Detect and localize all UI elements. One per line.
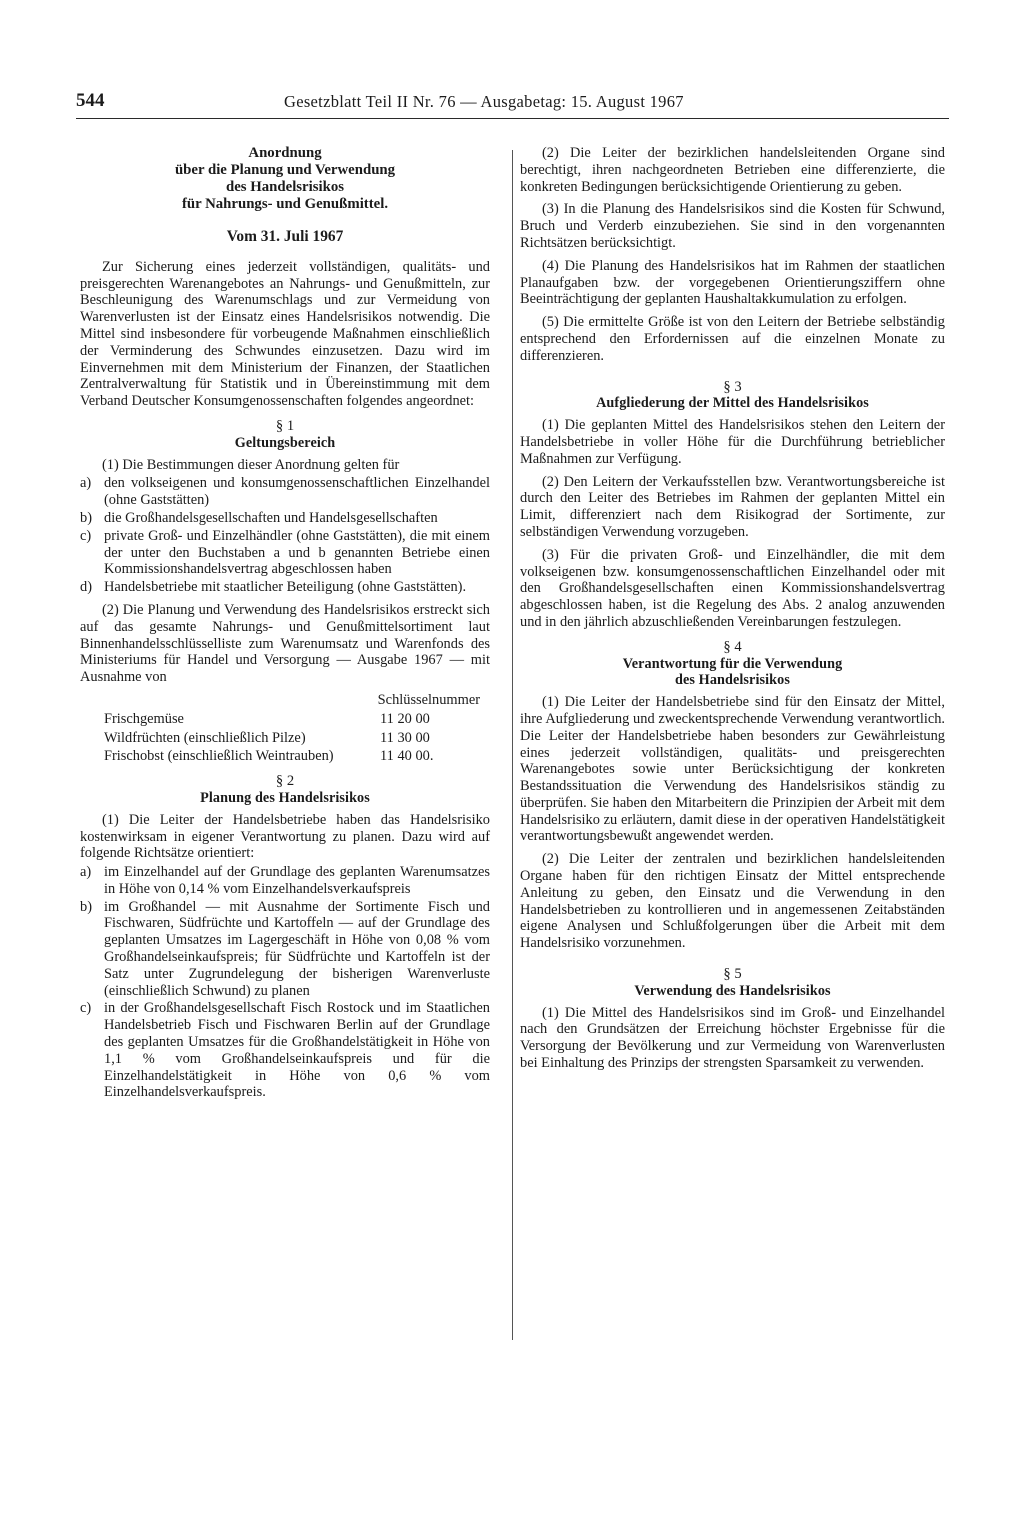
right-column: [520, 145, 945, 1078]
key-number: 11 30 00: [380, 729, 430, 746]
list-item: [80, 510, 490, 527]
paragraph: (1) Die Bestimmungen dieser Anordnung gelten für: [102, 456, 400, 473]
key-row: [80, 711, 490, 728]
left-column: [80, 145, 490, 1102]
section-number: § 3: [723, 378, 742, 395]
list-label: c): [80, 527, 92, 544]
key-name: Frischgemüse: [104, 710, 184, 727]
paragraph: (1) Die Mittel des Handelsrisikos sind im Groß- und Einzelhandel nach den Grundsätzen der Erreichung höchster Ergebnisse für die Versorgung der Bevölkerung und zur Vermeidung von Warenverlusten bei Einhaltung des Prinzips der strengsten Sparsamkeit zu verwenden.: [520, 1004, 945, 1072]
list-text: private Groß- und Einzelhändler (ohne Gaststätten), die mit einem der unter den Buchstaben a und b genannten Betriebe einen Kommissionshandelsvertrag abgeschlossen haben: [104, 527, 490, 578]
paragraph: (3) Für die privaten Groß- und Einzelhändler, die mit dem volkseigenen bzw. konsumgenossenschaftlichen Einzelhandel oder mit den Großhandelsgesellschaften einen Kommissionshandelsvertrag abgeschlossen haben, ist die Regelung des Abs. 2 analog anzuwenden und in den jährlich abzuschließenden Vereinbarungen festzulegen.: [520, 546, 945, 630]
paragraph: (2) Den Leitern der Verkaufsstellen bzw. Verantwortungsbereiche ist durch den Leiter des Betriebes im Rahmen der geplanten Mittel ein Limit, differenziert nach dem Risikograd der Sortimente, zur selbständigen Verwendung vorzugeben.: [520, 473, 945, 540]
section-number: § 5: [723, 966, 742, 983]
title-line: für Nahrungs- und Genußmittel.: [181, 196, 389, 212]
key-number: 11 20 00: [380, 710, 430, 727]
list-item: [80, 528, 490, 578]
list-label: a): [80, 864, 92, 881]
page-number: 544: [76, 90, 105, 111]
list-text: im Großhandel — mit Ausnahme der Sortimente Fisch und Fischwaren, Südfrüchte und Kartoffeln — auf der Grundlage des geplanten Umsatzes im Lagergeschäft in Höhe von 0,08 % vom Großhandelseinkaufspreis; für Südfrüchte und Kartoffeln ist der Satz unter Zugrundelegung der bisherigen Warenverluste (einschließlich Schwund) zu planen: [104, 898, 490, 999]
paragraph: (4) Die Planung des Handelsrisikos hat im Rahmen der staatlichen Planaufgaben bzw. der vorgegebenen Orientierungsziffern ohne Beeinträchtigung der geplanten Haushaltakkumulation zu erfolgen.: [520, 257, 945, 308]
paragraph: (1) Die Leiter der Handelsbetriebe sind für den Einsatz der Mittel, ihre Aufgliederung und zweckentsprechende Verwendung verantwortlich. Die Leiter der Handelsbetriebe haben besonders zur Gewährleistung eines jederzeit vollständigen, qualitäts- und preisgerechten Warenangebotes sowie unter Berücksichtigung der konkreten Bestandssituation die Verwendung des Handelsrisikos ständig zu überprüfen. Sie haben den Mitarbeitern die Prinzipien der Arbeit mit dem Handelsrisiko zu erläutern, damit diese in der operativen Handelstätigkeit verantwortungsbewußt angewendet werden.: [520, 694, 945, 845]
paragraph: (2) Die Planung und Verwendung des Handelsrisikos erstreckt sich auf das gesamte Nahrungs- und Genußmittelsortiment laut Binnenhandelsschlüsselliste zum Warenumsatz und Warenfonds des Ministeriums für Handel und Versorgung — Ausgabe 1967 — mit Ausnahme von: [80, 601, 490, 686]
section-title: Verantwortung für die Verwendung: [622, 655, 843, 672]
section-title: Planung des Handelsrisikos: [200, 789, 370, 806]
list-item: [80, 579, 490, 596]
paragraph: (1) Die Leiter der Handelsbetriebe haben das Handelsrisiko kostenwirksam in eigener Verantwortung zu planen. Dazu wird auf folgende Richtsätze orientiert:: [80, 811, 490, 862]
title-line: über die Planung und Verwendung: [174, 162, 396, 178]
list-label: d): [80, 579, 92, 596]
title-line: des Handelsrisikos: [226, 179, 344, 195]
ordinance-date: Vom 31. Juli 1967: [226, 228, 344, 245]
title-line: Anordnung: [248, 145, 322, 161]
list-text: Handelsbetriebe mit staatlicher Beteiligung (ohne Gaststätten).: [104, 579, 467, 596]
section-title: Aufgliederung der Mittel des Handelsrisikos: [596, 395, 869, 412]
ordinance-title: [80, 145, 490, 213]
key-number: 11 40 00.: [380, 748, 434, 765]
list-label: a): [80, 475, 92, 492]
list-text: in der Großhandelsgesellschaft Fisch Rostock und im Staatlichen Handelsbetrieb Fisch und Fischwaren Berlin auf der Grundlage des geplanten Umsatzes für die Großhandelstätigkeit in Höhe von 1,1 % vom Großhandelseinkaufspreis und für die Einzelhandelstätigkeit in Höhe von 0,6 % vom Einzelhandelsverkaufspreis.: [104, 1000, 490, 1101]
preamble: Zur Sicherung eines jederzeit vollständigen, qualitäts- und preisgerechten Warenangebotes an Nahrungs- und Genußmitteln, zur Beschleunigung des Warenumschlags und zur Vermeidung von Warenverlusten ist der Einsatz eines Handelsrisikos notwendig. Die Mittel sind insbesondere für vorbeugende Maßnahmen einschließlich der Verminderung des Schwundes einzusetzen. Dazu wird im Einvernehmen mit dem Ministerium der Finanzen, der Staatlichen Zentralverwaltung für Statistik und in Übereinstimmung mit dem Verband Deutscher Konsumgenossenschaften folgendes angeordnet:: [80, 258, 490, 410]
list-text: den volkseigenen und konsumgenossenschaftlichen Einzelhandel (ohne Gaststätten): [104, 475, 490, 509]
section-title-line: des Handelsrisikos: [675, 672, 790, 689]
list-text: im Einzelhandel auf der Grundlage des geplanten Warenumsatzes in Höhe von 0,14 % vom Einzelhandelsverkaufspreis: [104, 864, 490, 897]
column-divider: [512, 150, 513, 1340]
gazette-header-title: Gesetzblatt Teil II Nr. 76 — Ausgabetag: 15. August 1967: [284, 92, 684, 111]
list-item: [80, 1000, 490, 1101]
paragraph: (3) In die Planung des Handelsrisikos sind die Kosten für Schwund, Bruch und Verderb einzubeziehen. Sie sind in den vorgenannten Richtsätzen berücksichtigt.: [520, 201, 945, 251]
key-row: [80, 748, 490, 765]
list-label: b): [80, 509, 92, 526]
list-item: [80, 864, 490, 898]
list-item: [80, 475, 490, 509]
paragraph: (2) Die Leiter der zentralen und bezirklichen handelsleitenden Organe haben für den richtigen Einsatz der Mittel entsprechende Anleitung zu geben, den Einsatz und die Verwendung in den Handelsbetrieben zu kontrollieren und in angemessenen Zeitabständen eigene Analysen und Schlußfolgerungen über die Arbeit mit dem Handelsrisiko vorzunehmen.: [520, 851, 945, 952]
key-number-header: Schlüsselnummer: [377, 691, 480, 708]
section-number: § 1: [275, 417, 295, 434]
paragraph: (5) Die ermittelte Größe ist von den Leitern der Betriebe selbständig entsprechend den Erfordernissen auf die einzelnen Monate zu differenzieren.: [520, 314, 945, 364]
page-header: [76, 88, 949, 118]
key-name: Frischobst (einschließlich Weintrauben): [104, 748, 334, 765]
section-number: § 4: [723, 638, 742, 655]
header-rule: [76, 118, 949, 119]
paragraph: (1) Die geplanten Mittel des Handelsrisikos stehen den Leitern der Handelsbetriebe in voller Höhe für die Durchführung betrieblicher Maßnahmen zur Verfügung.: [520, 417, 945, 467]
section-title: Verwendung des Handelsrisikos: [634, 982, 831, 999]
key-row: [80, 730, 490, 747]
paragraph: (2) Die Leiter der bezirklichen handelsleitenden Organe sind berechtigt, ihren nachgeordneten Betrieben eine differenzierte, die konkreten Bedingungen berücksichtigende Orientierung zu geben.: [520, 145, 945, 195]
key-name: Wildfrüchten (einschließlich Pilze): [104, 729, 306, 746]
section-number: § 2: [275, 773, 295, 790]
section-title: Geltungsbereich: [234, 434, 336, 451]
list-item: [80, 899, 490, 1000]
list-label: b): [80, 898, 92, 915]
list-label: c): [80, 1000, 92, 1017]
list-text: die Großhandelsgesellschaften und Handelsgesellschaften: [104, 509, 438, 526]
